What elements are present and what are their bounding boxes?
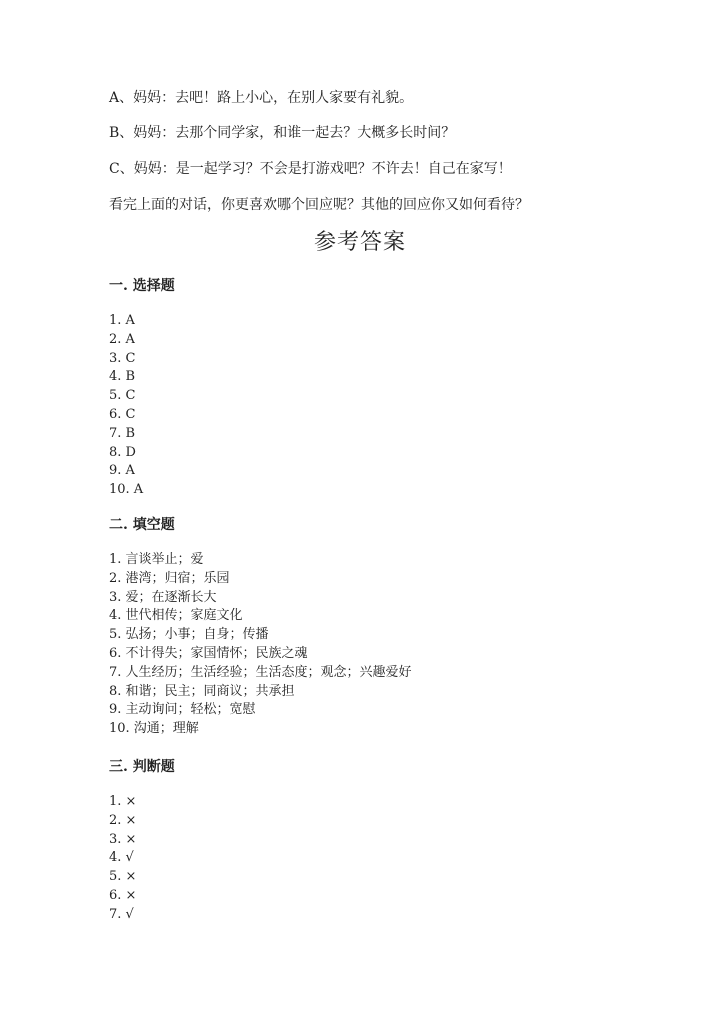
list-item: 10. 沟通；理解 (109, 721, 199, 737)
list-item: 4. 世代相传；家庭文化 (109, 608, 243, 624)
list-item: 6. × (109, 887, 137, 903)
choice-answer-list (109, 312, 143, 500)
list-item: 3. 爱；在逐渐长大 (109, 589, 217, 605)
dialogue-option-a: A、妈妈：去吧！路上小心，在别人家要有礼貌。 (109, 90, 414, 106)
list-item: 6. C (109, 406, 136, 422)
list-item: 1. 言谈举止；爱 (109, 552, 204, 567)
list-item: 3. × (109, 831, 137, 847)
list-item: 2. 港湾；归宿；乐园 (109, 570, 230, 586)
list-item: 4. √ (109, 850, 134, 866)
dialogue-option-b: B、妈妈：去那个同学家，和谁一起去？大概多长时间？ (109, 125, 456, 141)
list-item: 5. × (109, 869, 137, 885)
list-item: 9. A (109, 463, 135, 479)
list-item: 4. B (109, 369, 136, 385)
fill-blank-answer-list (109, 551, 412, 739)
list-item: 8. D (109, 444, 136, 460)
list-item: 7. B (109, 425, 136, 441)
list-item: 2. A (109, 331, 135, 347)
section-title-true-false: 三. 判断题 (109, 759, 175, 775)
list-item: 1. A (109, 313, 135, 328)
list-item: 10. A (109, 482, 144, 498)
list-item: 5. C (109, 388, 136, 404)
list-item: 5. 弘扬；小事；自身；传播 (109, 627, 269, 643)
list-item: 6. 不计得失；家国情怀；民族之魂 (109, 645, 308, 661)
list-item: 1. × (109, 794, 137, 809)
dialogue-question: 看完上面的对话，你更喜欢哪个回应呢？其他的回应你又如何看待？ (109, 197, 529, 213)
list-item: 2. × (109, 812, 137, 828)
dialogue-option-c: C、妈妈：是一起学习？不会是打游戏吧？不许去！自己在家写！ (109, 161, 512, 177)
section-title-fill-blank: 二. 填空题 (109, 517, 175, 533)
true-false-answer-list (109, 793, 136, 925)
section-title-choice: 一. 选择题 (109, 278, 175, 294)
list-item: 3. C (109, 350, 136, 366)
list-item: 9. 主动询问；轻松；宽慰 (109, 702, 256, 718)
list-item: 7. 人生经历；生活经验；生活态度；观念；兴趣爱好 (109, 664, 412, 680)
answer-title: 参考答案 (313, 230, 406, 255)
list-item: 8. 和谐；民主；同商议；共承担 (109, 683, 295, 699)
list-item: 7. √ (109, 906, 134, 922)
